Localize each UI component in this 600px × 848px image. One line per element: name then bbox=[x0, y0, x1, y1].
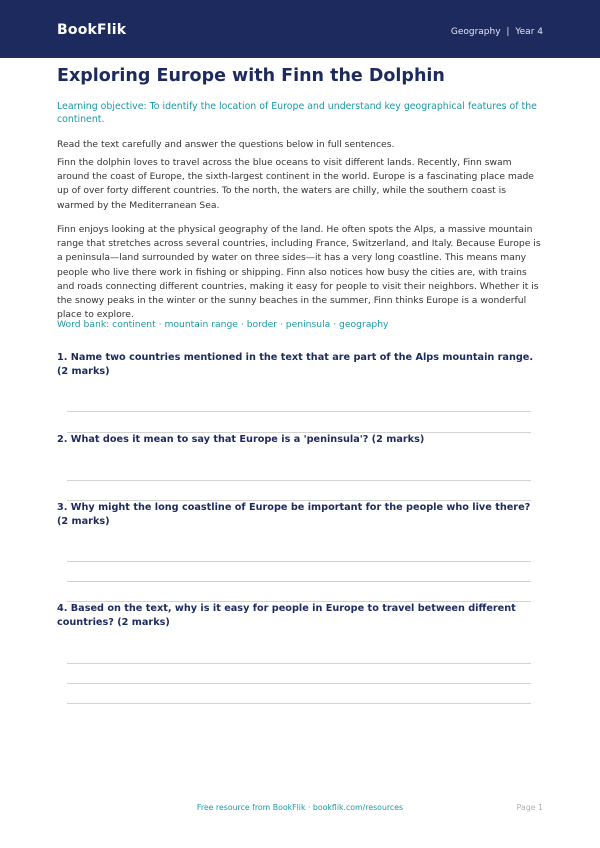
word-bank: Word bank: continent · mountain range · border · peninsula · geography bbox=[57, 319, 389, 330]
footer-resource-link[interactable]: Free resource from BookFlik · bookflik.com/resources bbox=[196, 803, 404, 812]
answer-line[interactable] bbox=[67, 581, 531, 582]
answer-line[interactable] bbox=[67, 703, 531, 704]
answer-line[interactable] bbox=[67, 663, 531, 664]
question-2: 2. What does it mean to say that Europe is a 'peninsula'? (2 marks) bbox=[57, 434, 425, 445]
header-bar bbox=[0, 0, 600, 58]
question-3: 3. Why might the long coastline of Europe be important for the people who live there? (2 marks) bbox=[57, 502, 531, 527]
question-1: 1. Name two countries mentioned in the text that are part of the Alps mountain range. (2 marks) bbox=[57, 352, 534, 377]
page-number: Page 1 bbox=[516, 803, 543, 812]
answer-line[interactable] bbox=[67, 411, 531, 412]
question-4: 4. Based on the text, why is it easy for people in Europe to travel between different countries? (2 marks) bbox=[57, 603, 516, 628]
answer-line[interactable] bbox=[67, 561, 531, 562]
subject-year bbox=[451, 27, 543, 37]
instructions: Read the text carefully and answer the questions below in full sentences. bbox=[57, 139, 395, 150]
answer-line[interactable] bbox=[67, 480, 531, 481]
reading-paragraph-2: Finn enjoys looking at the physical geography of the land. He often spots the Alps, a massive mountain range that stretches across several countries, including France, Switzerland, and Italy. Because Europe is a peninsula—land surrounded by water on three sides—it has a very long coastline. This means many people who live there work in fishing or shipping. Finn also notices how busy the cities are, with trains and roads connecting different countries, making it easy for people to visit their neighbors. Whether it is the snowy peaks in the winter or the sunny beaches in the summer, Finn thinks Europe is a wonderful place to explore. bbox=[57, 224, 541, 321]
reading-paragraph-1: Finn the dolphin loves to travel across the blue oceans to visit different lands. Recently, Finn swam around the coast of Europe, the sixth-largest continent in the world. Europe is a fascinating place made up of over forty different countries. To the north, the waters are chilly, while the southern coast is warmed by the Mediterranean Sea. bbox=[57, 157, 534, 211]
learning-objective: Learning objective: To identify the location of Europe and understand key geographical features of the continent. bbox=[57, 101, 537, 125]
year-label: Year 4 bbox=[515, 27, 543, 37]
brand-logo[interactable]: BookFlik bbox=[57, 22, 127, 38]
answer-line[interactable] bbox=[67, 683, 531, 684]
subject-label: Geography bbox=[450, 27, 501, 37]
meta-separator: | bbox=[506, 27, 510, 37]
page-title: Exploring Europe with Finn the Dolphin bbox=[57, 66, 445, 86]
